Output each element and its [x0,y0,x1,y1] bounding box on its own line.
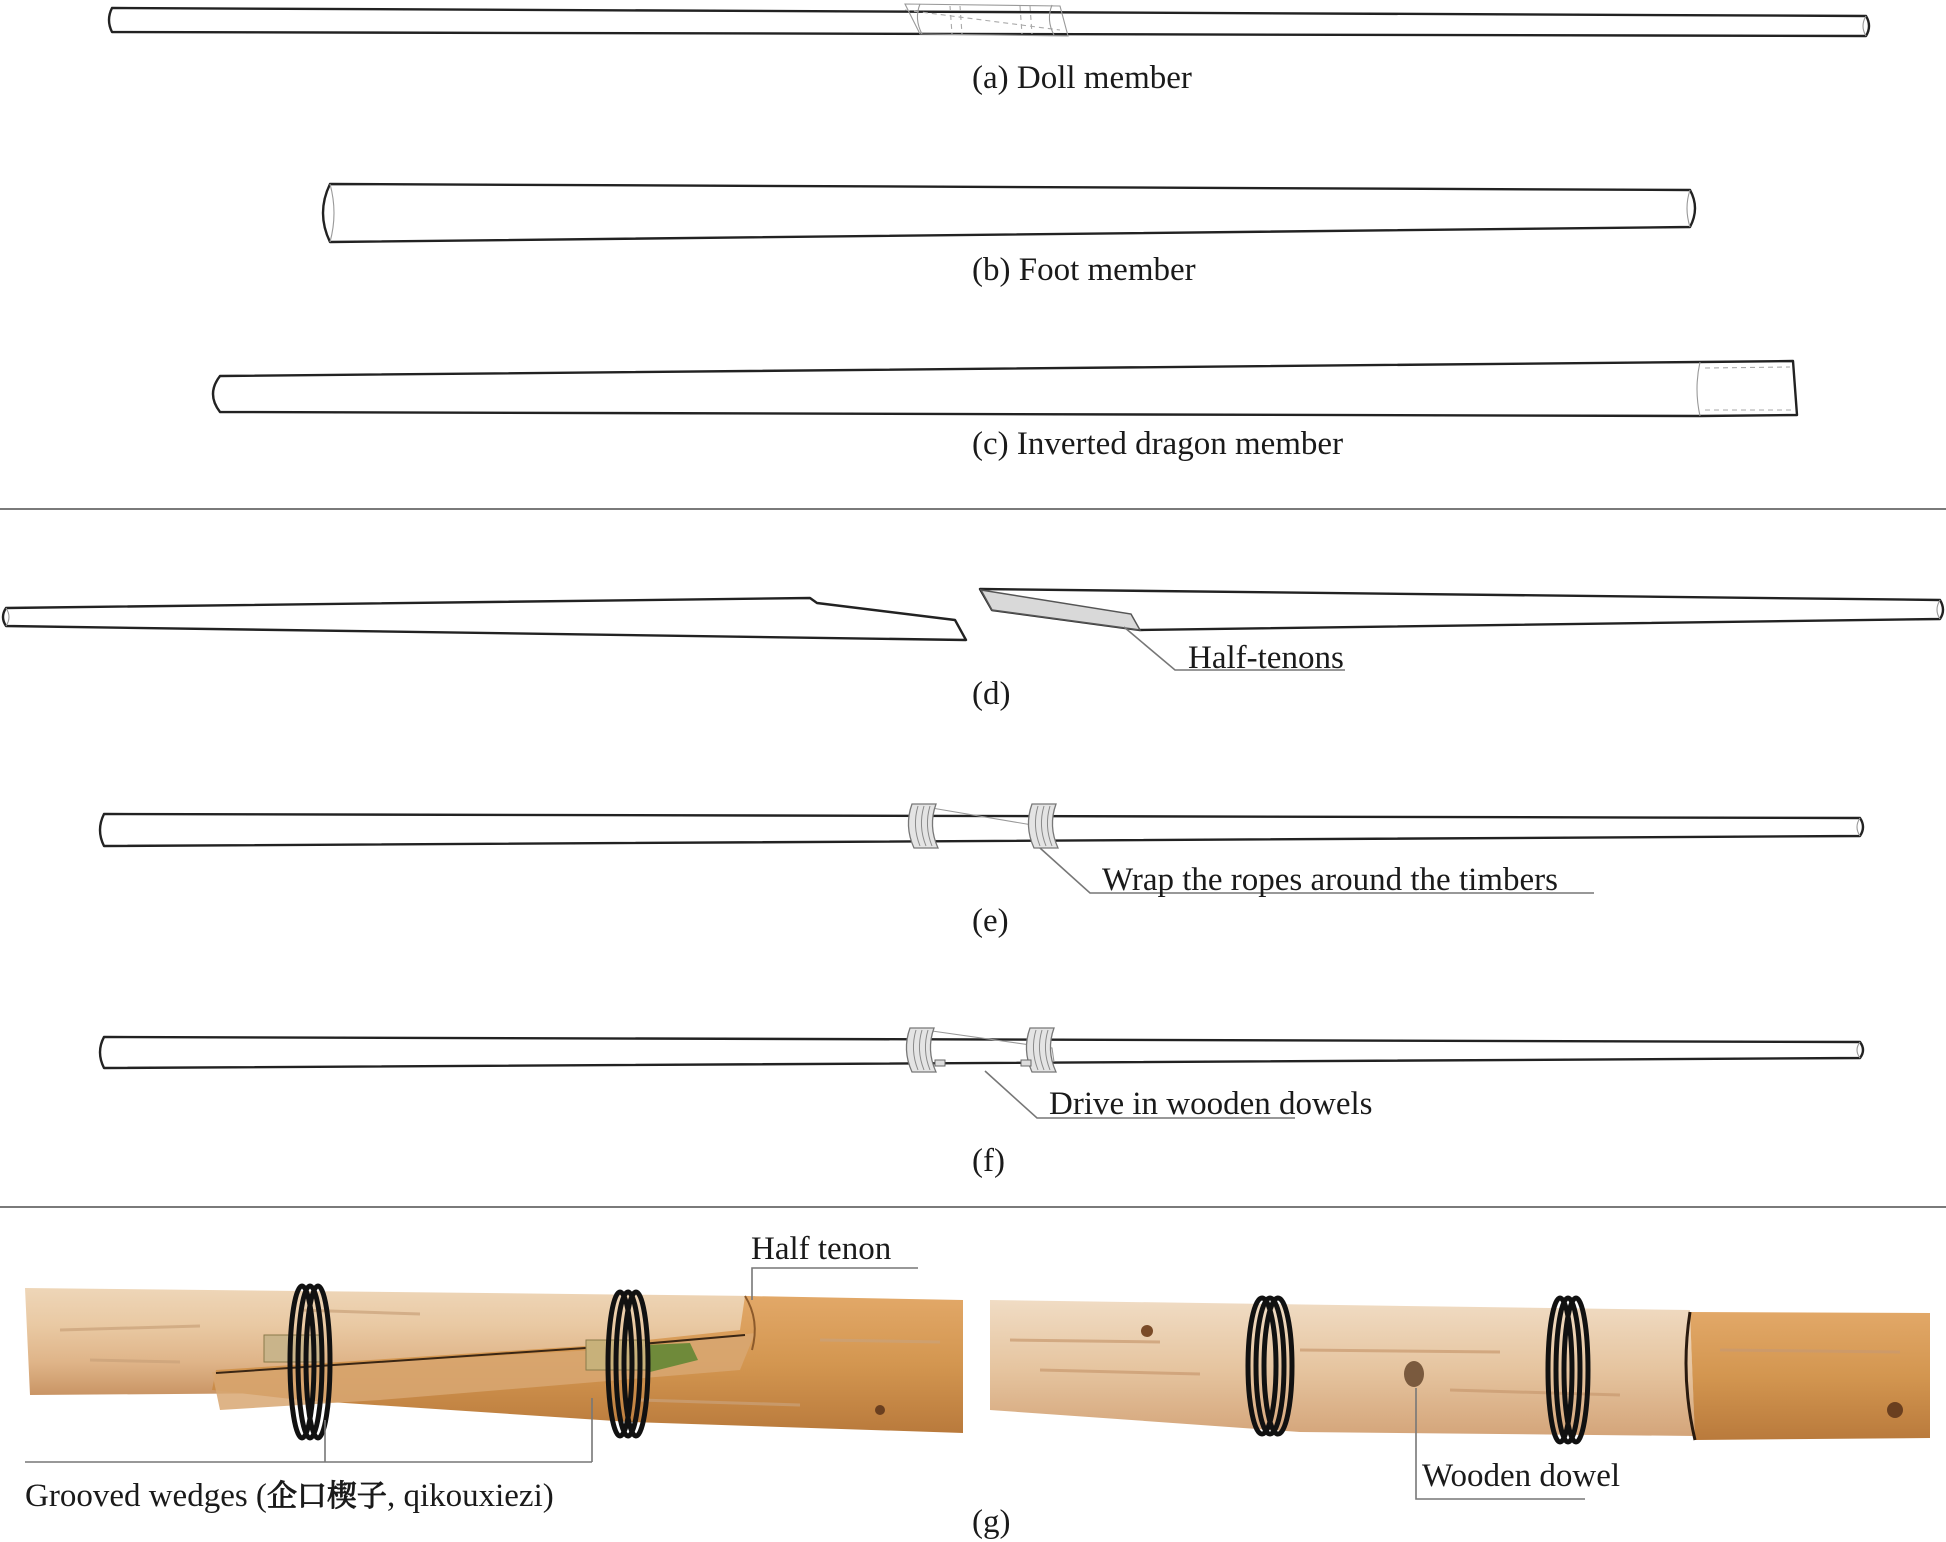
annotation-wooden-dowel: Wooden dowel [1422,1458,1621,1494]
panel-b-foot-member [323,184,1695,288]
photo-grooved-wedge-joint [25,1231,963,1514]
caption-b: (b) Foot member [972,252,1196,288]
annotation-half-tenon: Half tenon [751,1231,892,1267]
annotation-wrap-ropes: Wrap the ropes around the timbers [1102,862,1558,898]
annotation-grooved-wedges: Grooved wedges (企口楔子, qikouxiezi) [25,1478,554,1514]
caption-f: (f) [972,1143,1005,1179]
dowel-icon [935,1060,945,1066]
annotation-half-tenons: Half-tenons [1188,640,1344,676]
caption-d: (d) [972,676,1011,712]
panel-f-drive-dowels [100,1028,1863,1179]
panel-d-split-members [3,589,1943,712]
wooden-dowel-head [1404,1361,1424,1387]
caption-a: (a) Doll member [972,60,1192,96]
annotation-drive-dowels: Drive in wooden dowels [1049,1086,1373,1122]
panel-c-inverted-dragon-member [213,361,1797,462]
panel-g-photos [25,1231,1930,1540]
half-tenon-leader [752,1268,918,1300]
wood-knot [1141,1325,1153,1337]
wood-knot [875,1405,885,1415]
dowel-icon [1021,1060,1031,1066]
photo-wooden-dowel-joint [990,1298,1930,1499]
panel-a-doll-member [109,4,1869,96]
panel-e-wrap-ropes [100,804,1863,939]
caption-g: (g) [972,1504,1011,1540]
rope-wrap-right [1021,1028,1056,1072]
wood-knot [1887,1402,1903,1418]
caption-c: (c) Inverted dragon member [972,426,1344,462]
caption-e: (e) [972,903,1009,939]
